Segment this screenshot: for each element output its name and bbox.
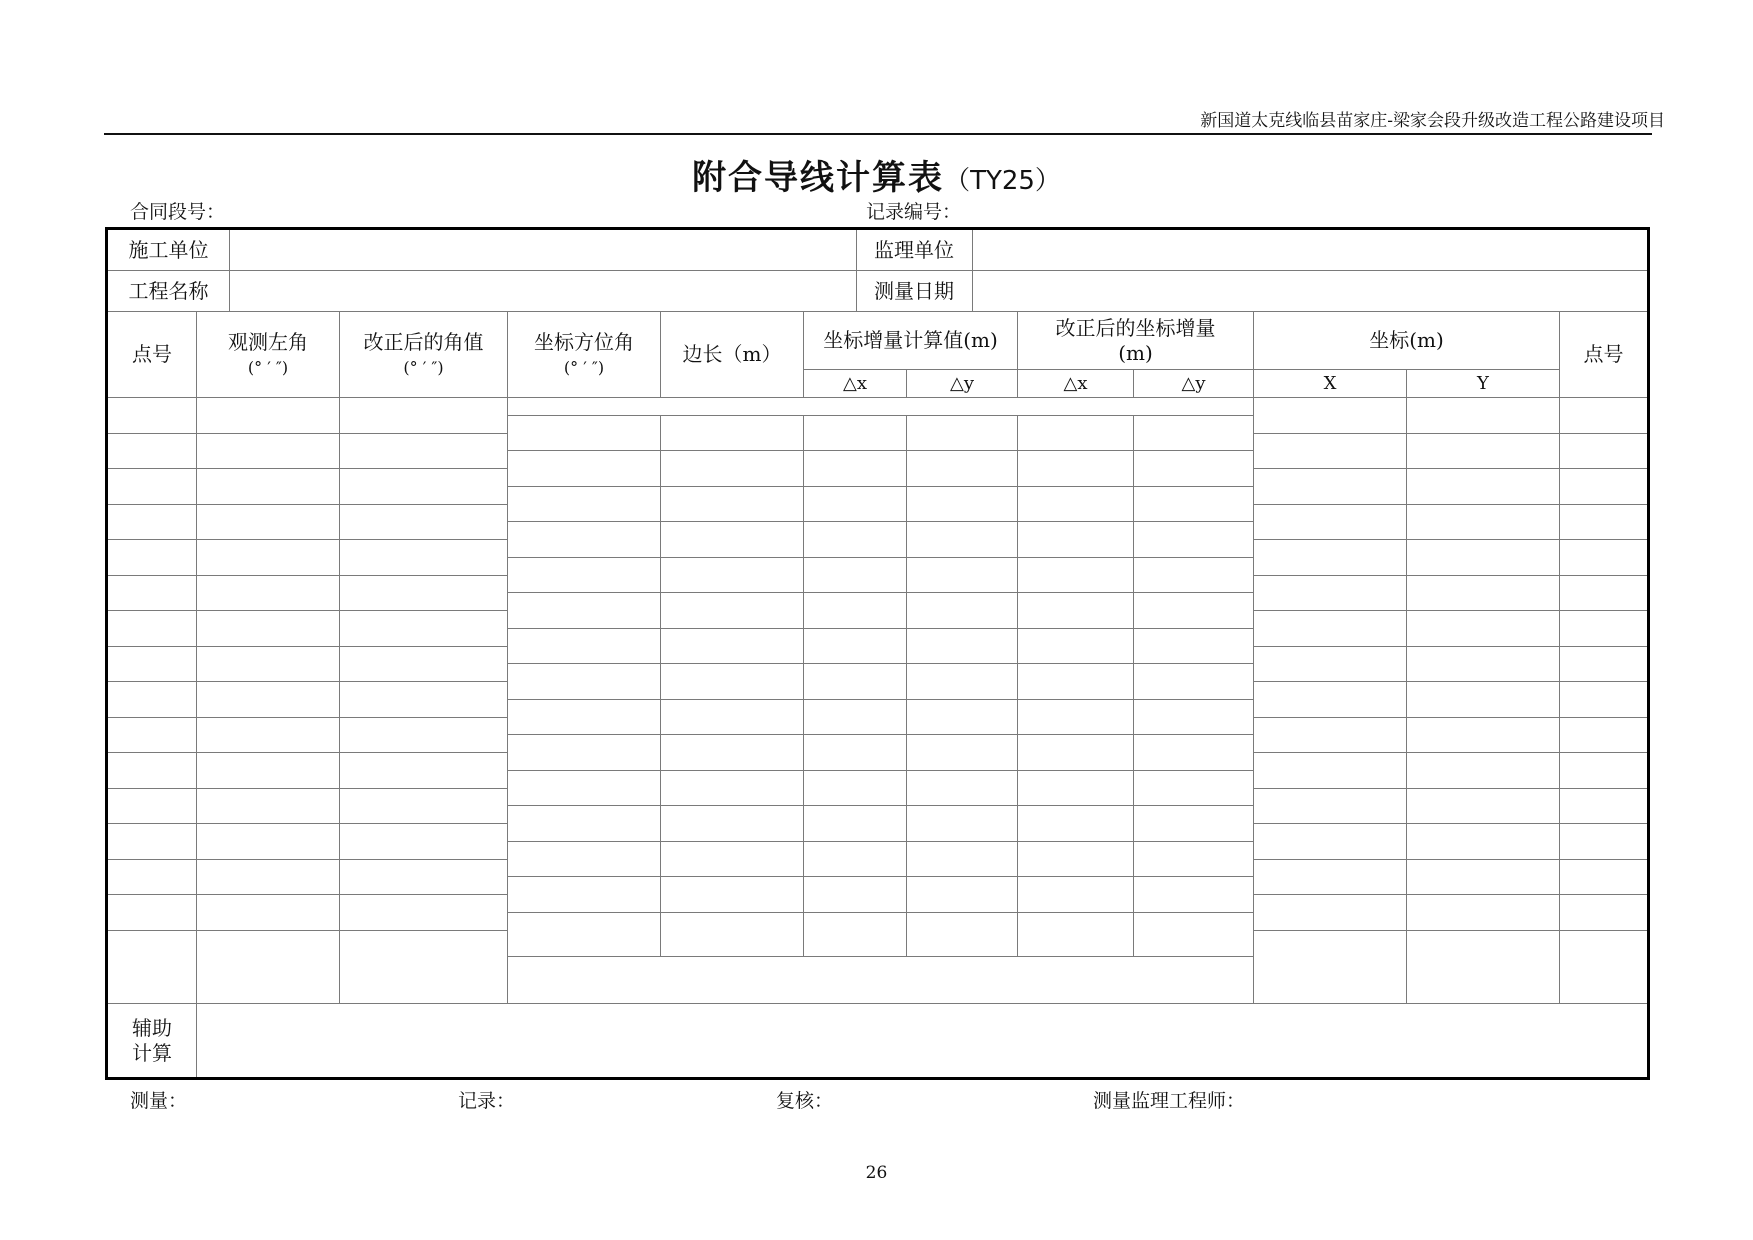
- survey-date-field[interactable]: [973, 271, 1647, 311]
- aux-calc-field[interactable]: [197, 1004, 1647, 1077]
- form-title: [0, 150, 1753, 199]
- header-rule: [104, 133, 1652, 135]
- col-coord-x: X: [1323, 373, 1337, 394]
- corrected-angle-title: 改正后的角值: [363, 329, 484, 354]
- col-corrected-angle: [340, 312, 507, 397]
- page-number: 26: [865, 1163, 888, 1183]
- observed-angle-title: 观测左角: [228, 329, 308, 354]
- supervision-unit-label: 监理单位: [874, 237, 954, 262]
- col-calc-dy: △y: [949, 373, 974, 394]
- col-increment-calc: 坐标增量计算值(m): [823, 328, 998, 352]
- col-observed-left-angle: [197, 312, 339, 397]
- col-coord-y: Y: [1477, 373, 1489, 394]
- corrected-angle-unit: (° ′ ″): [403, 357, 444, 377]
- azimuth-unit: (° ′ ″): [563, 357, 605, 377]
- footer-review-label: 复核：: [776, 1090, 834, 1112]
- col-point-no-right: 点号: [1583, 342, 1624, 366]
- project-name-label: 工程名称: [128, 278, 209, 303]
- construction-unit-field[interactable]: [230, 230, 856, 270]
- project-name-header: 新国道太克线临县苗家庄-梁家会段升级改造工程公路建设项目: [1200, 111, 1665, 131]
- col-point-no: 点号: [132, 342, 172, 366]
- record-number-label: 记录编号：: [866, 201, 962, 223]
- traverse-table: [105, 227, 1650, 1080]
- construction-unit-label: 施工单位: [128, 237, 209, 262]
- col-azimuth: [508, 312, 660, 397]
- contract-section-label: 合同段号：: [130, 201, 226, 223]
- col-corr-dx: △x: [1063, 373, 1088, 394]
- form-title-text: 附合导线计算表: [692, 158, 945, 198]
- aux-calc-label: 辅助 计算: [132, 1015, 172, 1065]
- col-calc-dx: △x: [843, 373, 867, 394]
- col-corrected-increment: 改正后的坐标增量 (m): [1055, 315, 1216, 365]
- col-side-length: 边长（m）: [682, 342, 782, 366]
- survey-date-label: 测量日期: [874, 278, 954, 303]
- col-corr-dy: △y: [1181, 373, 1206, 394]
- project-name-field[interactable]: [230, 271, 856, 311]
- footer-supervisor-label: 测量监理工程师：: [1093, 1090, 1246, 1112]
- footer-survey-label: 测量：: [130, 1090, 188, 1112]
- supervision-unit-field[interactable]: [973, 230, 1647, 270]
- observed-angle-unit: (° ′ ″): [247, 357, 289, 377]
- footer-record-label: 记录：: [458, 1090, 516, 1112]
- azimuth-title: 坐标方位角: [534, 329, 634, 354]
- col-coordinates: 坐标(m): [1369, 328, 1444, 352]
- form-code: （TY25）: [944, 166, 1061, 196]
